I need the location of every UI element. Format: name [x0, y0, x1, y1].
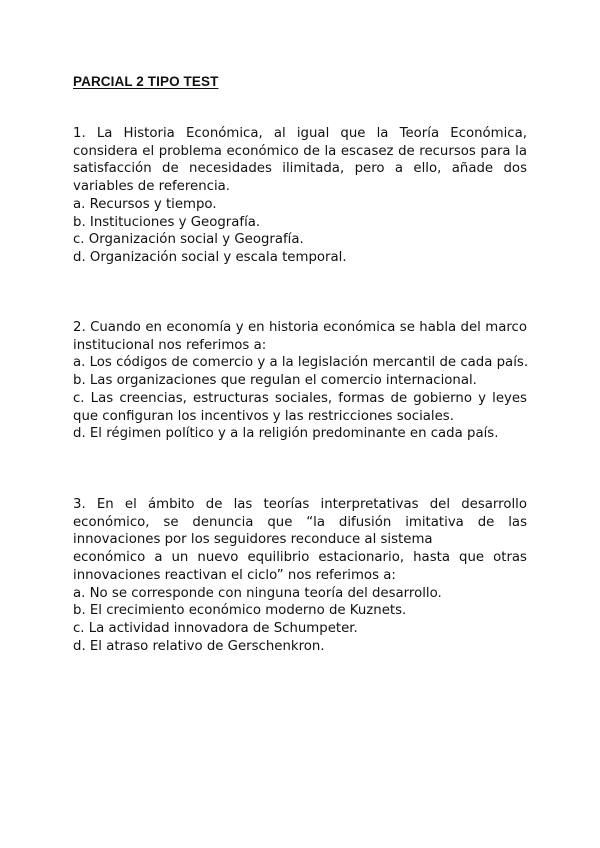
- question-2-stem: 2. Cuando en economía y en historia económica se habla del marco institucional nos referimos a:: [73, 320, 527, 353]
- question-3-option-b: b. El crecimiento económico moderno de Kuznets.: [73, 603, 407, 619]
- question-2: [73, 319, 527, 443]
- question-2-option-b: b. Las organizaciones que regulan el comercio internacional.: [73, 373, 477, 389]
- question-1-option-a: a. Recursos y tiempo.: [73, 196, 217, 212]
- question-3-option-d: d. El atraso relativo de Gerschenkron.: [73, 638, 325, 654]
- question-1-stem: 1. La Historia Económica, al igual que la Teoría Económica, considera el problema económico de la escasez de recursos para la satisfacción de necesidades ilimitada, pero a ello, añade dos variables de referencia.: [73, 126, 527, 195]
- question-1-option-c: c. Organización social y Geografía.: [73, 232, 304, 248]
- question-3-option-a: a. No se corresponde con ninguna teoría del desarrollo.: [73, 585, 442, 601]
- question-3-stem-part-1: 3. En el ámbito de las teorías interpretativas del desarrollo económico, se denuncia que “la difusión imitativa de las innovaciones por los seguidores reconduce al sistema: [73, 497, 527, 548]
- question-1: [73, 125, 527, 267]
- question-3: [73, 496, 527, 655]
- question-2-option-a: a. Los códigos de comercio y a la legislación mercantil de cada país.: [73, 355, 529, 371]
- question-3-stem-part-2: económico a un nuevo equilibrio estacionario, hasta que otras innovaciones reactivan el ciclo” nos referimos a:: [73, 550, 527, 583]
- page-title: PARCIAL 2 TIPO TEST: [73, 74, 219, 89]
- question-2-option-d: d. El régimen político y a la religión predominante en cada país.: [73, 426, 499, 442]
- question-3-option-c: c. La actividad innovadora de Schumpeter.: [73, 620, 358, 636]
- question-2-option-c: c. Las creencias, estructuras sociales, formas de gobierno y leyes que configuran los incentivos y las restricciones sociales.: [73, 390, 527, 424]
- question-1-option-d: d. Organización social y escala temporal.: [73, 249, 347, 265]
- question-1-option-b: b. Instituciones y Geografía.: [73, 214, 261, 230]
